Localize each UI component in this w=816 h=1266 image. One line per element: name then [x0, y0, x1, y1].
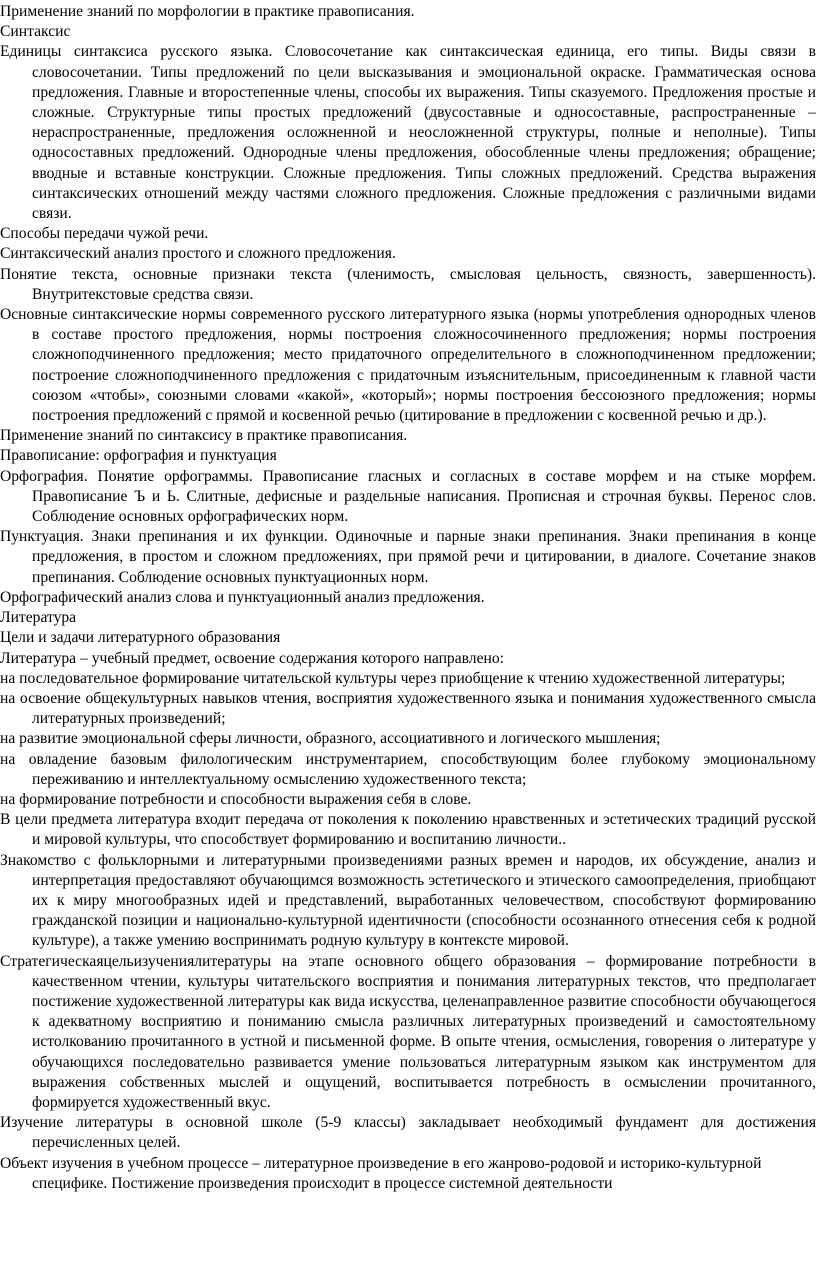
paragraph: Понятие текста, основные признаки текста (членимость, смысловая цельность, связность, завершенность). Внутритекстовые средства связи. — [0, 265, 816, 303]
paragraph: Изучение литературы в основной школе (5-9 классы) закладывает необходимый фундамент для достижения перечисленных целей. — [0, 1114, 816, 1152]
section-heading-literature: Литература — [0, 609, 77, 627]
section-heading-syntax: Синтаксис — [0, 23, 71, 41]
section-heading-spelling: Правописание: орфография и пунктуация — [0, 447, 277, 465]
list-item: на освоение общекультурных навыков чтения, восприятия художественного языка и понимания художественного смысла литературных произведений; — [0, 689, 816, 728]
paragraph: Орфографический анализ слова и пунктуационный анализ предложения. — [0, 588, 485, 606]
list-item: на формирование потребности и способности выражения себя в слове. — [0, 790, 472, 808]
paragraph: Орфография. Понятие орфограммы. Правописание гласных и согласных в составе морфем и на стыке морфем. Правописание Ъ и Ь. Слитные, дефисные и раздельные написания. Прописная и строчная буквы. Перенос слов. Соблюдение основных орфографических норм. — [0, 467, 816, 526]
paragraph: Основные синтаксические нормы современного русского литературного языка (нормы употребления однородных членов в составе простого предложения, нормы построения сложносочиненного предложения; нормы построения сложноподчиненного предложения; место придаточного определительного в сложноподчиненном предложении; построение сложноподчиненного предложения с придаточным изъяснительным, присоединенным к главной части союзом «чтобы», союзными словами «какой», «который»; нормы построения бессоюзного предложения; нормы построения предложений с прямой и косвенной речью (цитирование в предложении с косвенной речью и др.). — [0, 306, 816, 425]
list-item: на развитие эмоциональной сферы личности, образного, ассоциативного и логического мышления; — [0, 730, 661, 748]
paragraph: Знакомство с фольклорными и литературными произведениями разных времен и народов, их обсуждение, анализ и интерпретация предоставляют обучающимся возможность эстетического и этического самоопределения, приобщают их к миру многообразных идей и представлений, выработанных человечеством, способствуют формированию гражданской позиции и национально-культурной идентичности (способности осознанного отнесения себя к родной культуре), а также умению воспринимать родную культуру в контексте мировой. — [0, 851, 816, 950]
paragraph: Литература – учебный предмет, освоение содержания которого направлено: — [0, 649, 504, 667]
paragraph: Применение знаний по синтаксису в практике правописания. — [0, 427, 408, 445]
list-item: на овладение базовым филологическим инструментарием, способствующим более глубокому эмоциональному переживанию и интеллектуальному осмыслению художественного текста; — [0, 750, 816, 788]
paragraph: Способы передачи чужой речи. — [0, 225, 209, 243]
paragraph: Синтаксический анализ простого и сложного предложения. — [0, 245, 396, 263]
paragraph: Пунктуация. Знаки препинания и их функции. Одиночные и парные знаки препинания. Знаки препинания в конце предложения, в простом и сложном предложениях, при прямой речи и цитировании, в диалоге. Сочетание знаков препинания. Соблюдение основных пунктуационных норм. — [0, 528, 816, 586]
paragraph: В цели предмета литература входит передача от поколения к поколению нравственных и эстетических традиций русской и мировой культуры, что способствует формированию и воспитанию личности.. — [0, 811, 816, 849]
section-heading-goals: Цели и задачи литературного образования — [0, 629, 281, 647]
paragraph: Применение знаний по морфологии в практике правописания. — [0, 3, 415, 20]
paragraph: Объект изучения в учебном процессе – литературное произведение в его жанрово-родовой и историко-культурной специфике. Постижение произведения происходит в процессе системной деятельности — [0, 1154, 762, 1192]
list-item: на последовательное формирование читательской культуры через приобщение к чтению художественной литературы; — [0, 669, 786, 687]
paragraph: Стратегическаяцельизучениялитературы на этапе основного общего образования – формирование потребности в качественном чтении, культуры читательского восприятия и понимания литературных текстов, что предполагает постижение художественной литературы как вида искусства, целенаправленное развитие способности обучающегося к адекватному восприятию и пониманию смысла различных литературных произведений и самостоятельному истолкованию прочитанного в устной и письменной форме. В опыте чтения, осмысления, говорения о литературе у обучающихся последовательно развивается умение пользоваться литературным языком как инструментом для выражения собственных мыслей и ощущений, воспитывается потребность в осмыслении прочитанного, формируется художественный вкус. — [0, 952, 816, 1111]
paragraph: Единицы синтаксиса русского языка. Словосочетание как синтаксическая единица, его типы. Виды связи в словосочетании. Типы предложений по цели высказывания и эмоциональной окраске. Грамматическая основа предложения. Главные и второстепенные члены, способы их выражения. Типы сказуемого. Предложения простые и сложные. Структурные типы простых предложений (двусоставные и односоставные, распространенные – нераспространенные, предложения осложненной и неосложненной структуры, полные и неполные). Типы односоставных предложений. Однородные члены предложения, обособленные члены предложения; обращение; вводные и вставные конструкции. Сложные предложения. Типы сложных предложений. Средства выражения синтаксических отношений между частями сложного предложения. Сложные предложения с различными видами связи. — [0, 43, 816, 223]
